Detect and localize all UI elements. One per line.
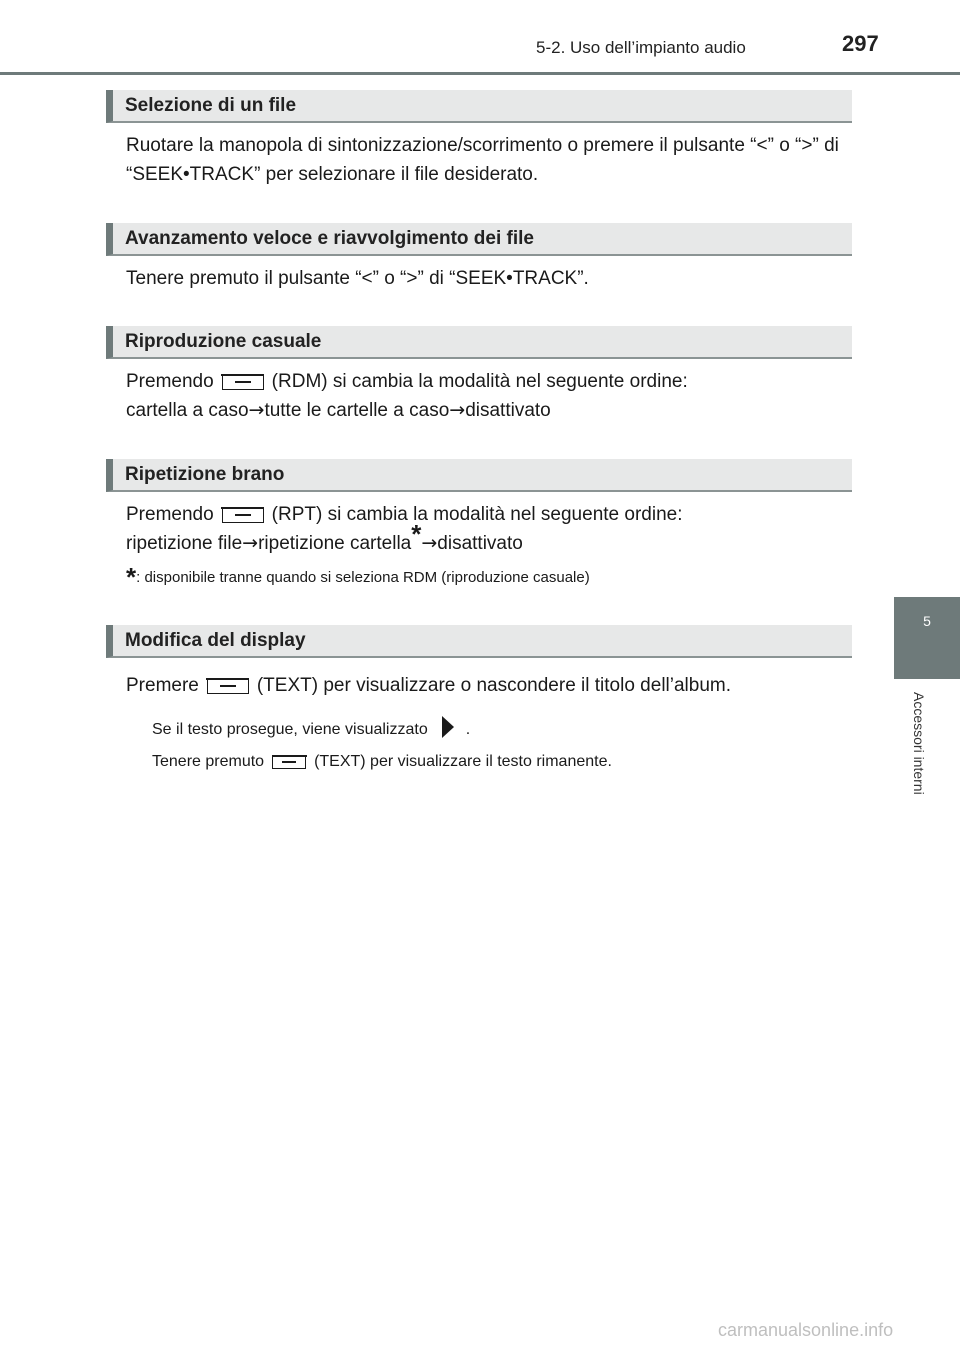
chapter-label: Accessori interni <box>911 692 927 795</box>
repeat-line-1: Premendo (RPT) si cambia la modalità nel seguente ordine: <box>126 504 683 525</box>
arrow-icon: → <box>421 532 438 554</box>
arrow-icon: → <box>242 532 259 554</box>
section-heading-file-selection: Selezione di un file <box>106 90 852 123</box>
section-text-file-selection: Ruotare la manopola di sintonizzazione/scorrimento o premere il pulsante “<” o “>” di “SEEK•TRACK” per selezionare il file desiderato. <box>126 135 839 185</box>
text-button-icon <box>272 755 306 769</box>
arrow-icon: → <box>248 399 265 421</box>
repeat-line-2: ripetizione file→ripetizione cartella*→disattivato <box>126 519 523 554</box>
header-section-title: 5-2. Uso dell’impianto audio <box>536 38 746 57</box>
section-heading-display: Modifica del display <box>106 625 852 658</box>
random-play-line-1: Premendo (RDM) si cambia la modalità nel seguente ordine: <box>126 371 688 392</box>
display-note-2: Tenere premuto (TEXT) per visualizzare il testo rimanente. <box>152 753 612 770</box>
section-heading-repeat: Ripetizione brano <box>106 459 852 492</box>
text-button-icon <box>207 678 249 694</box>
section-heading-fast-forward: Avanzamento veloce e riavvolgimento dei file <box>106 223 852 256</box>
display-note-1: Se il testo prosegue, viene visualizzato . <box>152 716 852 741</box>
chapter-tab <box>894 597 960 679</box>
section-text-repeat <box>126 500 856 558</box>
rpt-button-icon <box>222 507 264 523</box>
footnote-asterisk: * <box>126 562 137 592</box>
chapter-number: 5 <box>923 613 931 629</box>
arrow-icon: → <box>449 399 466 421</box>
random-play-line-2: cartella a caso→tutte le cartelle a caso→disattivato <box>126 399 551 421</box>
watermark: carmanualsonline.info <box>718 1320 894 1340</box>
page-number: 297 <box>842 31 879 56</box>
section-heading-random-play: Riproduzione casuale <box>106 326 852 359</box>
section-text-random-play <box>126 367 856 425</box>
asterisk-mark: * <box>411 519 422 549</box>
header-rule <box>0 72 960 75</box>
section-text-fast-forward: Tenere premuto il pulsante “<” o “>” di “SEEK•TRACK”. <box>126 268 589 289</box>
footnote: *: disponibile tranne quando si seleziona RDM (riproduzione casuale) <box>126 562 590 592</box>
rdm-button-icon <box>222 374 264 390</box>
section-text-display: Premere (TEXT) per visualizzare o nascondere il titolo dell’album. <box>126 675 732 696</box>
continue-arrow-icon <box>442 716 454 738</box>
